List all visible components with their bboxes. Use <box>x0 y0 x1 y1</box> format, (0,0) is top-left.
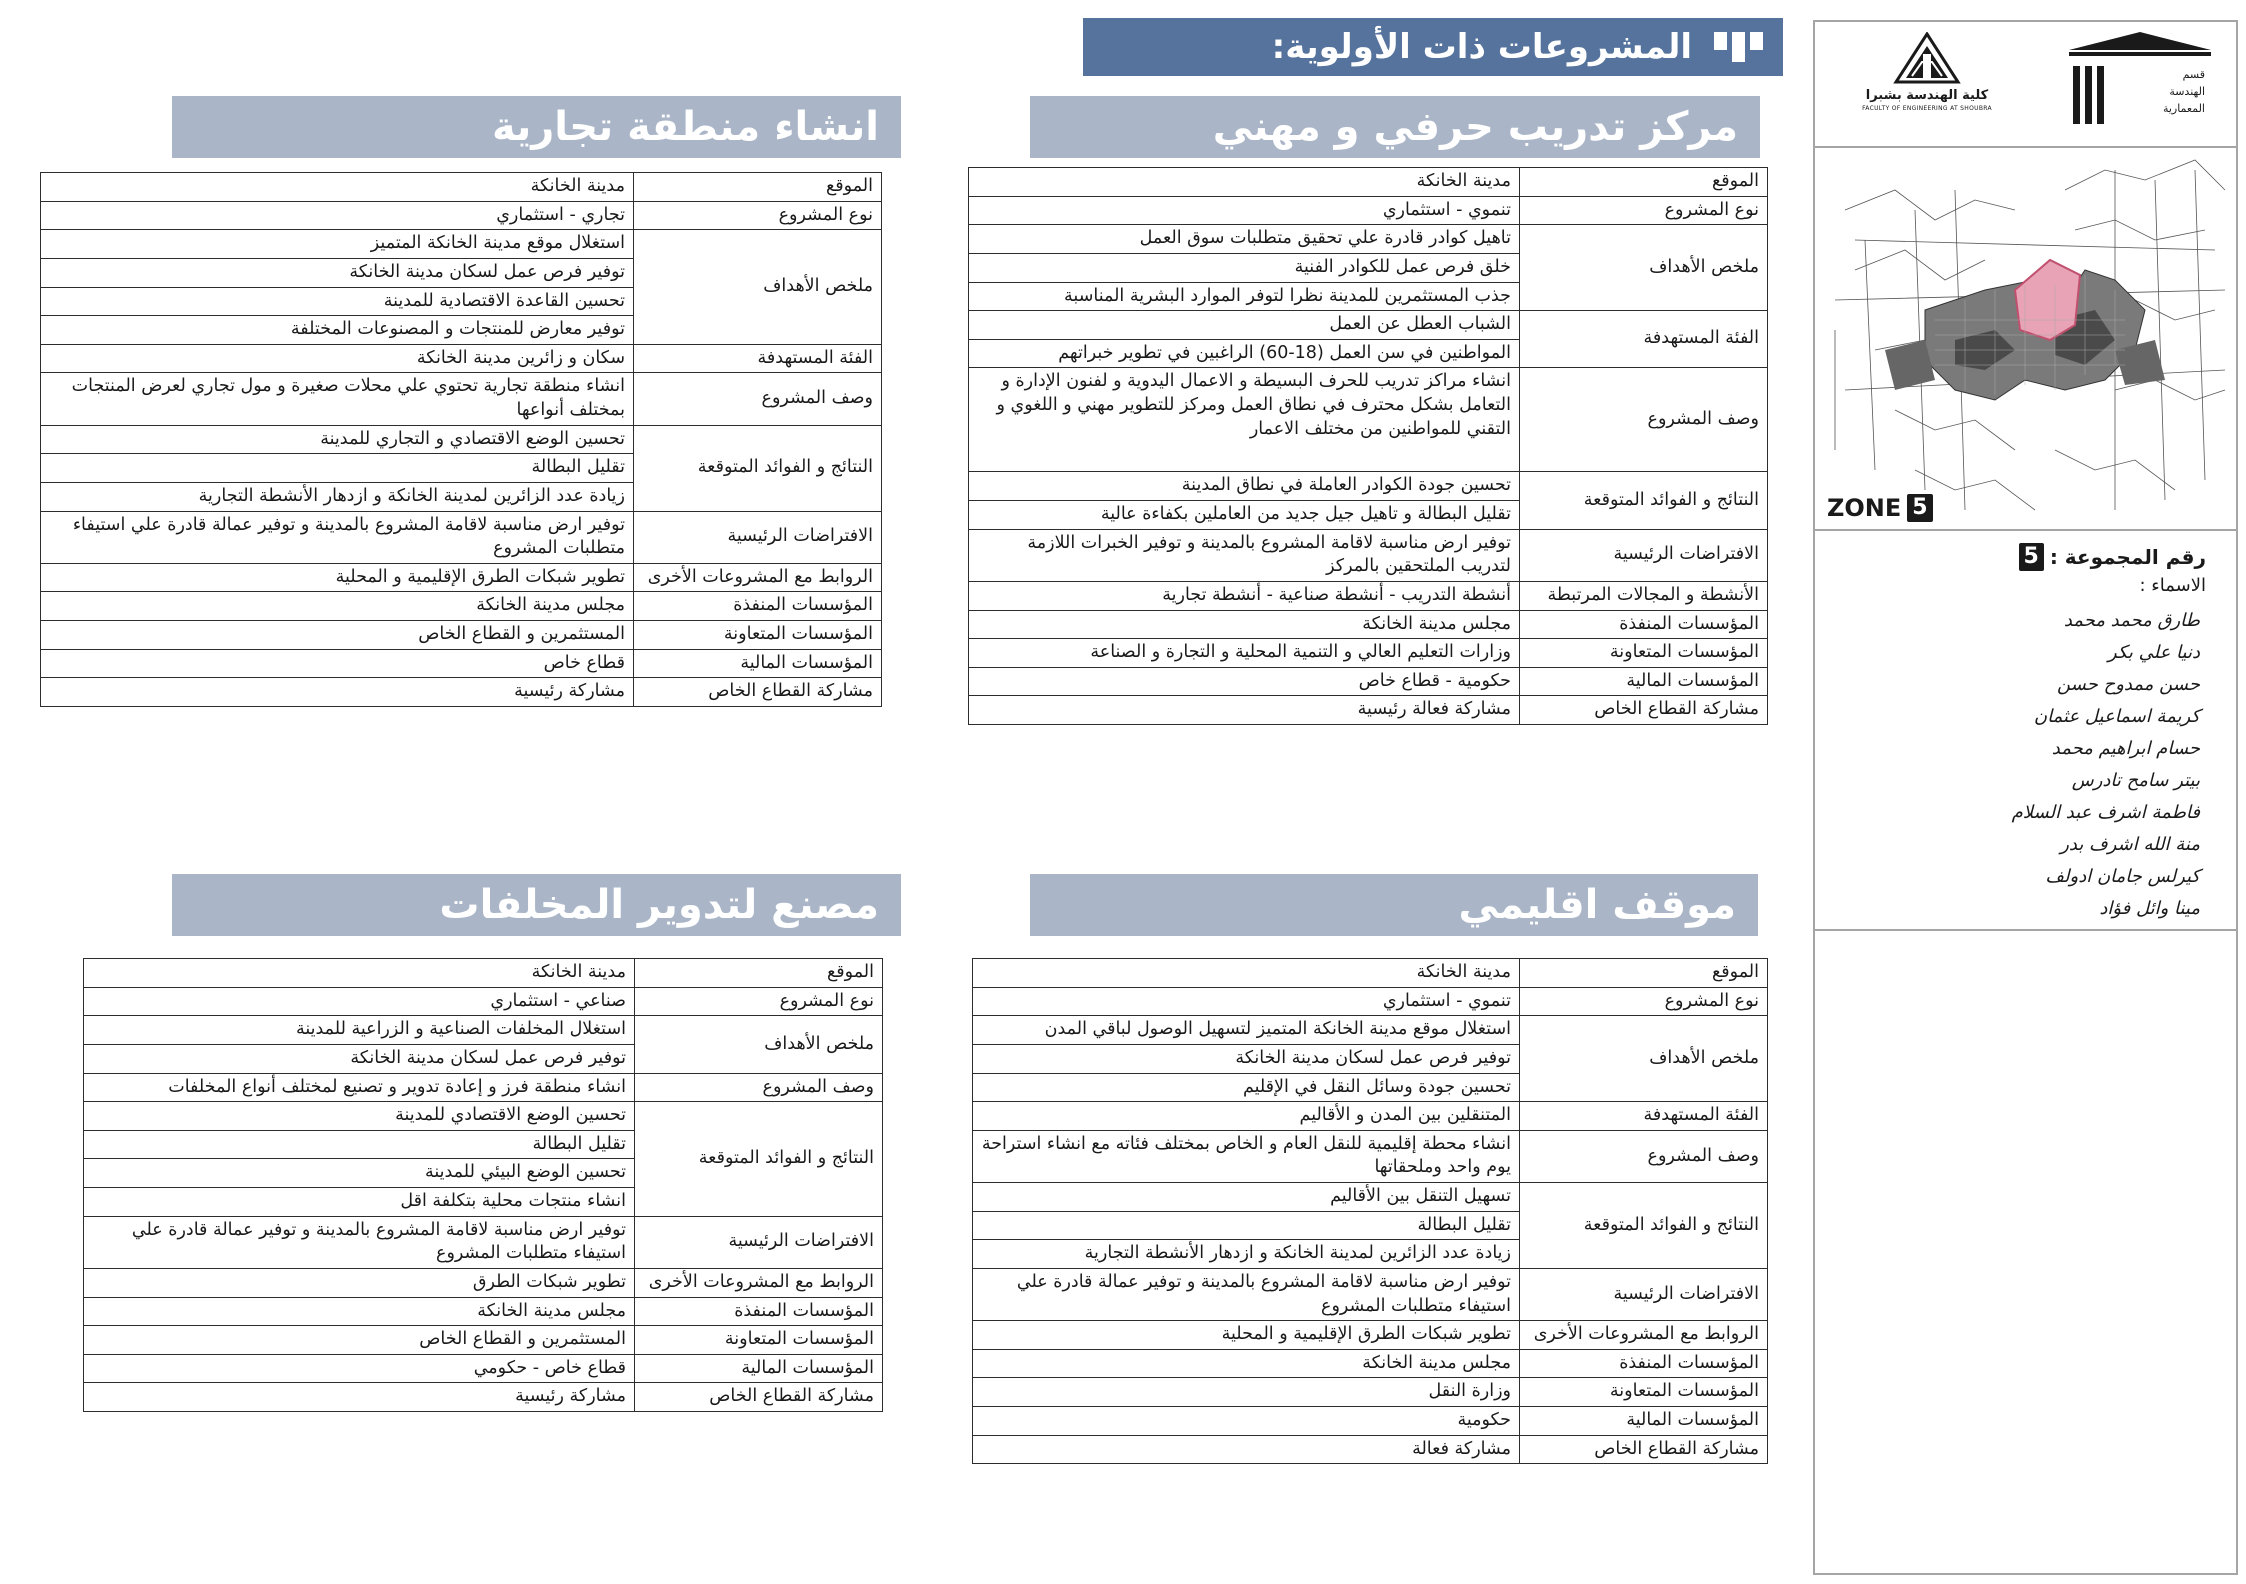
list-item: منة الله اشرف بدر <box>2060 834 2200 855</box>
project-title-commercial: انشاء منطقة تجارية <box>172 96 901 158</box>
value-target: المتنقلين بين المدن و الأقاليم <box>973 1102 1520 1131</box>
department-logo <box>2065 30 2215 140</box>
value-financial: حكومية <box>973 1407 1520 1436</box>
label-goals: ملخص الأهداف <box>634 230 882 345</box>
label-type: نوع المشروع <box>1520 196 1768 225</box>
value-financial: قطاع خاص - حكومي <box>84 1354 635 1383</box>
group-info <box>1815 533 2236 931</box>
project-title-recycling: مصنع لتدوير المخلفات <box>172 874 901 936</box>
table-row <box>969 311 1768 340</box>
value-result: تقليل البطالة <box>41 454 634 483</box>
value-goal: استغلال موقع مدينة الخانكة المتميز <box>41 230 634 259</box>
label-implementers: المؤسسات المنفذة <box>634 592 882 621</box>
table-row <box>84 1297 883 1326</box>
label-cooperating: المؤسسات المتعاونة <box>1520 639 1768 668</box>
value-private: مشاركة فعالة <box>973 1435 1520 1464</box>
table-row <box>41 373 882 425</box>
value-result: تقليل البطالة <box>84 1130 635 1159</box>
table-row <box>84 959 883 988</box>
names-label: الاسماء : <box>2139 575 2206 596</box>
department-line: قسم <box>2182 68 2205 81</box>
label-location: الموقع <box>1520 168 1768 197</box>
label-type: نوع المشروع <box>1520 987 1768 1016</box>
table-row <box>84 1354 883 1383</box>
table-row <box>84 1326 883 1355</box>
value-assumptions: توفير ارض مناسبة لاقامة المشروع بالمدينة و توفير عمالة قادرة علي استيفاء متطلبات المشروع <box>41 511 634 563</box>
faculty-name-en: FACULTY OF ENGINEERING AT SHOUBRA <box>1862 105 1992 112</box>
department-line: المعمارية <box>2162 102 2205 115</box>
label-assumptions: الافتراضات الرئيسية <box>635 1216 883 1268</box>
project-title-regional-station: موقف اقليمي <box>1030 874 1758 936</box>
value-links: تطوير شبكات الطرق <box>84 1268 635 1297</box>
project-table-training <box>968 167 1768 725</box>
value-description: انشاء منطقة تجارية تحتوي علي محلات صغيرة و مول تجاري لعرض المنتجات بمختلف أنواعها <box>41 373 634 425</box>
value-private: مشاركة فعالة رئيسية <box>969 696 1520 725</box>
table-row <box>41 678 882 707</box>
label-goals: ملخص الأهداف <box>1520 225 1768 311</box>
table-row <box>973 1016 1768 1045</box>
value-type: تنموي - استثماري <box>973 987 1520 1016</box>
value-result: تسهيل التنقل بين الأقاليم <box>973 1183 1520 1212</box>
table-row <box>973 1183 1768 1212</box>
label-type: نوع المشروع <box>635 987 883 1016</box>
value-result: تحسين الوضع البيئي للمدينة <box>84 1159 635 1188</box>
value-goal: تحسين القاعدة الاقتصادية للمدينة <box>41 287 634 316</box>
group-number-badge: 5 <box>2019 543 2044 571</box>
label-cooperating: المؤسسات المتعاونة <box>635 1326 883 1355</box>
value-goal: توفير فرص عمل لسكان مدينة الخانكة <box>84 1044 635 1073</box>
label-financial: المؤسسات المالية <box>1520 667 1768 696</box>
table-row <box>84 1073 883 1102</box>
table-row <box>41 173 882 202</box>
value-cooperating: المستثمرين و القطاع الخاص <box>84 1326 635 1355</box>
label-location: الموقع <box>634 173 882 202</box>
project-table-commercial <box>40 172 882 707</box>
names-list <box>2012 605 2200 925</box>
faculty-emblem-icon <box>1892 32 1962 84</box>
list-item: فاطمة اشرف عبد السلام <box>2011 802 2200 823</box>
table-row <box>84 1268 883 1297</box>
table-row <box>969 168 1768 197</box>
table-row <box>84 1016 883 1045</box>
zone-text: ZONE <box>1827 494 1902 522</box>
table-row <box>41 621 882 650</box>
label-cooperating: المؤسسات المتعاونة <box>1520 1378 1768 1407</box>
label-goals: ملخص الأهداف <box>1520 1016 1768 1102</box>
list-item: دنيا علي بكر <box>2108 642 2200 663</box>
value-target: سكان و زائرين مدينة الخانكة <box>41 344 634 373</box>
value-type: تجاري - استثماري <box>41 201 634 230</box>
title-mark-icon <box>1714 32 1763 62</box>
table-row <box>84 1216 883 1268</box>
table-row <box>973 1349 1768 1378</box>
value-assumptions: توفير ارض مناسبة لاقامة المشروع بالمدينة و توفير عمالة قادرة علي استيفاء متطلبات المشروع <box>973 1268 1520 1320</box>
label-private: مشاركة القطاع الخاص <box>634 678 882 707</box>
project-table-recycling <box>83 958 883 1412</box>
value-type: تنموي - استثماري <box>969 196 1520 225</box>
table-row <box>973 959 1768 988</box>
label-results: النتائج و الفوائد المتوقعة <box>1520 1183 1768 1269</box>
value-description: انشاء محطة إقليمية للنقل العام و الخاص بمختلف فئاته مع انشاء استراحة يوم واحد وملحقاتها <box>973 1130 1520 1182</box>
label-results: النتائج و الفوائد المتوقعة <box>635 1102 883 1217</box>
label-private: مشاركة القطاع الخاص <box>1520 696 1768 725</box>
main-banner <box>1083 18 1783 76</box>
label-description: وصف المشروع <box>1520 368 1768 472</box>
table-row <box>41 344 882 373</box>
label-description: وصف المشروع <box>1520 1130 1768 1182</box>
project-table-regional-station <box>972 958 1768 1464</box>
label-links: الروابط مع المشروعات الأخرى <box>634 563 882 592</box>
value-location: مدينة الخانكة <box>973 959 1520 988</box>
value-type: صناعي - استثماري <box>84 987 635 1016</box>
logos-panel <box>1815 22 2236 148</box>
table-row <box>41 592 882 621</box>
table-row <box>84 987 883 1016</box>
value-goal: جذب المستثمرين للمدينة نظرا لتوفر الموارد البشرية المناسبة <box>969 282 1520 311</box>
label-links: الروابط مع المشروعات الأخرى <box>635 1268 883 1297</box>
value-location: مدينة الخانكة <box>84 959 635 988</box>
table-row <box>84 1102 883 1131</box>
table-row <box>973 1407 1768 1436</box>
label-results: النتائج و الفوائد المتوقعة <box>1520 472 1768 529</box>
table-row <box>41 425 882 454</box>
group-label: رقم المجموعة : <box>2049 545 2206 569</box>
table-row <box>41 563 882 592</box>
value-financial: قطاع خاص <box>41 649 634 678</box>
label-implementers: المؤسسات المنفذة <box>635 1297 883 1326</box>
list-item: حسن ممدوح حسن <box>2056 674 2200 695</box>
project-title-training: مركز تدريب حرفي و مهني <box>1030 96 1760 158</box>
label-type: نوع المشروع <box>634 201 882 230</box>
value-result: زيادة عدد الزائرين لمدينة الخانكة و ازدهار الأنشطة التجارية <box>973 1240 1520 1269</box>
table-row <box>969 696 1768 725</box>
faculty-name-ar: كلية الهندسة بشبرا <box>1865 88 1989 103</box>
label-description: وصف المشروع <box>635 1073 883 1102</box>
value-implementers: مجلس مدينة الخانكة <box>84 1297 635 1326</box>
zone-number-badge: 5 <box>1907 494 1932 522</box>
department-line: الهندسة <box>2169 85 2205 98</box>
list-item: طارق محمد محمد <box>2063 610 2200 631</box>
value-cooperating: المستثمرين و القطاع الخاص <box>41 621 634 650</box>
department-name <box>2135 66 2205 117</box>
zone-label <box>1827 494 1933 522</box>
table-row <box>969 610 1768 639</box>
label-financial: المؤسسات المالية <box>634 649 882 678</box>
table-row <box>969 639 1768 668</box>
label-implementers: المؤسسات المنفذة <box>1520 610 1768 639</box>
value-result: تحسين جودة الكوادر العاملة في نطاق المدينة <box>969 472 1520 501</box>
label-location: الموقع <box>635 959 883 988</box>
label-assumptions: الافتراضات الرئيسية <box>634 511 882 563</box>
table-row <box>969 667 1768 696</box>
label-activities: الأنشطة و المجالات المرتبطة <box>1520 581 1768 610</box>
value-implementers: مجلس مدينة الخانكة <box>973 1349 1520 1378</box>
value-result: تقليل البطالة <box>973 1211 1520 1240</box>
value-goal: تاهيل كوادر قادرة علي تحقيق متطلبات سوق العمل <box>969 225 1520 254</box>
label-target: الفئة المستهدفة <box>1520 1102 1768 1131</box>
label-assumptions: الافتراضات الرئيسية <box>1520 529 1768 581</box>
value-implementers: مجلس مدينة الخانكة <box>41 592 634 621</box>
label-financial: المؤسسات المالية <box>1520 1407 1768 1436</box>
value-cooperating: وزارة النقل <box>973 1378 1520 1407</box>
label-target: الفئة المستهدفة <box>1520 311 1768 368</box>
value-result: تحسين الوضع الاقتصادي و التجاري للمدينة <box>41 425 634 454</box>
label-target: الفئة المستهدفة <box>634 344 882 373</box>
table-row <box>973 1321 1768 1350</box>
value-goal: خلق فرص عمل للكوادر الفنية <box>969 253 1520 282</box>
zone-map-drawing <box>1815 150 2236 531</box>
table-row <box>973 1130 1768 1182</box>
table-row <box>41 230 882 259</box>
table-row <box>973 1435 1768 1464</box>
table-row <box>969 472 1768 501</box>
label-financial: المؤسسات المالية <box>635 1354 883 1383</box>
value-result: زيادة عدد الزائرين لمدينة الخانكة و ازدهار الأنشطة التجارية <box>41 482 634 511</box>
value-goal: استغلال المخلفات الصناعية و الزراعية للمدينة <box>84 1016 635 1045</box>
value-result: تحسين الوضع الاقتصادي للمدينة <box>84 1102 635 1131</box>
page-title: المشروعات ذات الأولوية: <box>1271 27 1692 67</box>
table-row <box>973 987 1768 1016</box>
label-private: مشاركة القطاع الخاص <box>1520 1435 1768 1464</box>
list-item: حسام ابراهيم محمد <box>2051 738 2200 759</box>
value-assumptions: توفير ارض مناسبة لاقامة المشروع بالمدينة و توفير عمالة قادرة علي استيفاء متطلبات المشروع <box>84 1216 635 1268</box>
value-location: مدينة الخانكة <box>969 168 1520 197</box>
table-row <box>969 529 1768 581</box>
label-goals: ملخص الأهداف <box>635 1016 883 1073</box>
table-row <box>969 196 1768 225</box>
value-activities: أنشطة التدريب - أنشطة صناعية - أنشطة تجارية <box>969 581 1520 610</box>
list-item: بيتر سامح تادرس <box>2071 770 2200 791</box>
label-results: النتائج و الفوائد المتوقعة <box>634 425 882 511</box>
value-location: مدينة الخانكة <box>41 173 634 202</box>
faculty-logo <box>1857 32 1997 142</box>
value-goal: توفير فرص عمل لسكان مدينة الخانكة <box>41 258 634 287</box>
value-private: مشاركة رئيسية <box>41 678 634 707</box>
value-goal: تحسين جودة وسائل النقل في الإقليم <box>973 1073 1520 1102</box>
value-goal: توفير فرص عمل لسكان مدينة الخانكة <box>973 1044 1520 1073</box>
table-row <box>973 1378 1768 1407</box>
table-row <box>969 225 1768 254</box>
value-description: انشاء منطقة فرز و إعادة تدوير و تصنيع لمختلف أنواع المخلفات <box>84 1073 635 1102</box>
zone-map <box>1815 150 2236 531</box>
table-row <box>973 1102 1768 1131</box>
value-financial: حكومية - قطاع خاص <box>969 667 1520 696</box>
table-row <box>84 1383 883 1412</box>
list-item: كريمة اسماعيل عثمان <box>2033 706 2200 727</box>
value-private: مشاركة رئيسية <box>84 1383 635 1412</box>
list-item: مينا وائل فؤاد <box>2099 898 2200 919</box>
list-item: كيرلس جامان ادولف <box>2045 866 2200 887</box>
sidebar <box>1813 20 2238 1575</box>
value-assumptions: توفير ارض مناسبة لاقامة المشروع بالمدينة و توفير الخبرات اللازمة لتدريب الملتحقين بالمركز <box>969 529 1520 581</box>
label-implementers: المؤسسات المنفذة <box>1520 1349 1768 1378</box>
value-links: تطوير شبكات الطرق الإقليمية و المحلية <box>41 563 634 592</box>
table-row <box>41 201 882 230</box>
label-location: الموقع <box>1520 959 1768 988</box>
value-target: المواطنين في سن العمل (18-60) الراغبين في تطوير خبراتهم <box>969 339 1520 368</box>
label-private: مشاركة القطاع الخاص <box>635 1383 883 1412</box>
value-implementers: مجلس مدينة الخانكة <box>969 610 1520 639</box>
table-row <box>41 511 882 563</box>
table-row <box>969 581 1768 610</box>
label-description: وصف المشروع <box>634 373 882 425</box>
value-cooperating: وزارات التعليم العالي و التنمية المحلية و التجارة و الصناعة <box>969 639 1520 668</box>
label-cooperating: المؤسسات المتعاونة <box>634 621 882 650</box>
value-goal: استغلال موقع مدينة الخانكة المتميز لتسهيل الوصول لباقي المدن <box>973 1016 1520 1045</box>
value-result: تقليل البطالة و تاهيل جيل جديد من العاملين بكفاءة عالية <box>969 501 1520 530</box>
value-target: الشباب العطل عن العمل <box>969 311 1520 340</box>
table-row <box>973 1268 1768 1320</box>
label-assumptions: الافتراضات الرئيسية <box>1520 1268 1768 1320</box>
value-description: انشاء مراكز تدريب للحرف البسيطة و الاعمال اليدوية و لفنون الإدارة و التعامل بشكل محترف في نطاق العمل ومركز للتطوير مهني و اللغوي و التقني للمواطنين من مختلف الاعمار <box>969 368 1520 472</box>
table-row <box>41 649 882 678</box>
value-links: تطوير شبكات الطرق الإقليمية و المحلية <box>973 1321 1520 1350</box>
value-result: انشاء منتجات محلية بتكلفة اقل <box>84 1188 635 1217</box>
label-links: الروابط مع المشروعات الأخرى <box>1520 1321 1768 1350</box>
value-goal: توفير معارض للمنتجات و المصنوعات المختلفة <box>41 316 634 345</box>
group-number-line <box>2019 543 2206 571</box>
table-row <box>969 368 1768 472</box>
